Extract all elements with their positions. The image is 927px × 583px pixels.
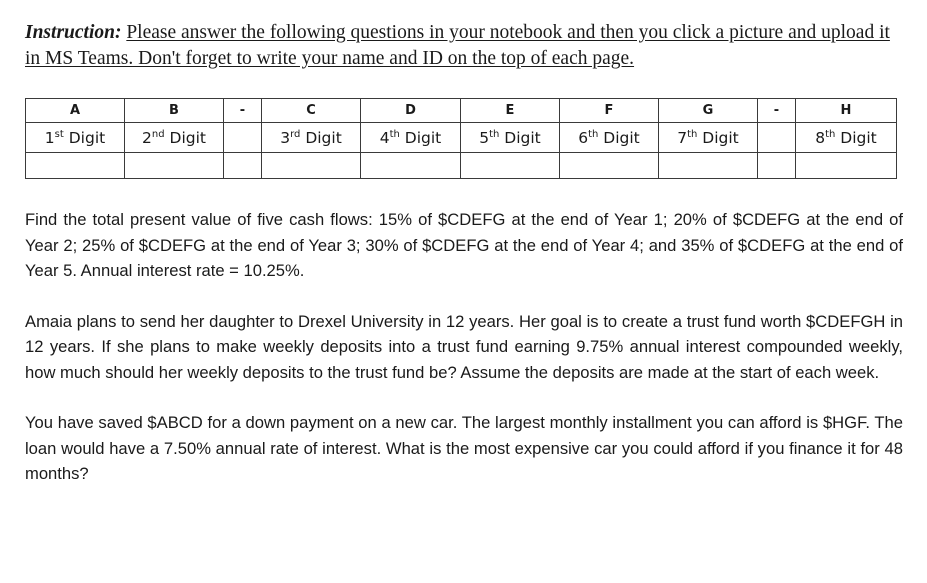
- digit-entry-cell: [224, 153, 262, 179]
- digit-table: [25, 98, 897, 179]
- question-3: You have saved $ABCD for a down payment on a new car. The largest monthly installment you can afford is $HGF. The loan would have a 7.50% annual rate of interest. What is the most expensive car you could afford if you finance it for 48 months?: [25, 413, 903, 483]
- digit-label-cell: 3rd Digit: [262, 123, 361, 153]
- digit-label-cell: 1st Digit: [26, 123, 125, 153]
- letter-cell: F: [560, 99, 659, 123]
- digit-label-cell: 5th Digit: [461, 123, 560, 153]
- digit-label-row: [26, 123, 897, 153]
- letter-cell: H: [796, 99, 897, 123]
- separator-blank-cell: [224, 123, 262, 153]
- question-2: Amaia plans to send her daughter to Drexel University in 12 years. Her goal is to create a trust fund worth $CDEFGH in 12 years. If she plans to make weekly deposits into a trust fund earning 9.75% annual interest compounded weekly, how much should her weekly deposits to the trust fund be? Assume the deposits are made at the start of each week.: [25, 311, 903, 382]
- digit-entry-cell: [796, 153, 897, 179]
- digit-label-cell: 6th Digit: [560, 123, 659, 153]
- letter-cell: C: [262, 99, 361, 123]
- digit-entry-cell: [461, 153, 560, 179]
- separator-cell: -: [224, 99, 262, 123]
- letter-cell: G: [659, 99, 758, 123]
- letter-cell: B: [125, 99, 224, 123]
- digit-label-cell: 4th Digit: [361, 123, 461, 153]
- instruction-text: Please answer the following questions in your notebook and then you click a picture and upload it in MS Teams. Don't forget to write your name and ID on the top of each page.: [25, 22, 890, 69]
- digit-entry-cell: [560, 153, 659, 179]
- separator-blank-cell: [758, 123, 796, 153]
- digit-label-cell: 7th Digit: [659, 123, 758, 153]
- digit-entry-cell: [758, 153, 796, 179]
- digit-entry-cell: [125, 153, 224, 179]
- digit-label-cell: 2nd Digit: [125, 123, 224, 153]
- digit-entry-row: [26, 153, 897, 179]
- question-1: Find the total present value of five cash flows: 15% of $CDEFG at the end of Year 1; 20% of $CDEFG at the end of Year 2; 25% of $CDEFG at the end of Year 3; 30% of $CDEFG at the end of Year 4; and 35% of $CDEFG at the end of Year 5. Annual interest rate = 10.25%.: [25, 210, 903, 280]
- questions-section: [25, 207, 903, 512]
- separator-cell: -: [758, 99, 796, 123]
- digit-entry-cell: [659, 153, 758, 179]
- instruction-block: [25, 20, 905, 72]
- letter-cell: E: [461, 99, 560, 123]
- letter-cell: D: [361, 99, 461, 123]
- digit-entry-cell: [26, 153, 125, 179]
- letter-row: [26, 99, 897, 123]
- letter-cell: A: [26, 99, 125, 123]
- instruction-lead: Instruction:: [25, 22, 122, 43]
- digit-entry-cell: [262, 153, 361, 179]
- digit-label-cell: 8th Digit: [796, 123, 897, 153]
- digit-entry-cell: [361, 153, 461, 179]
